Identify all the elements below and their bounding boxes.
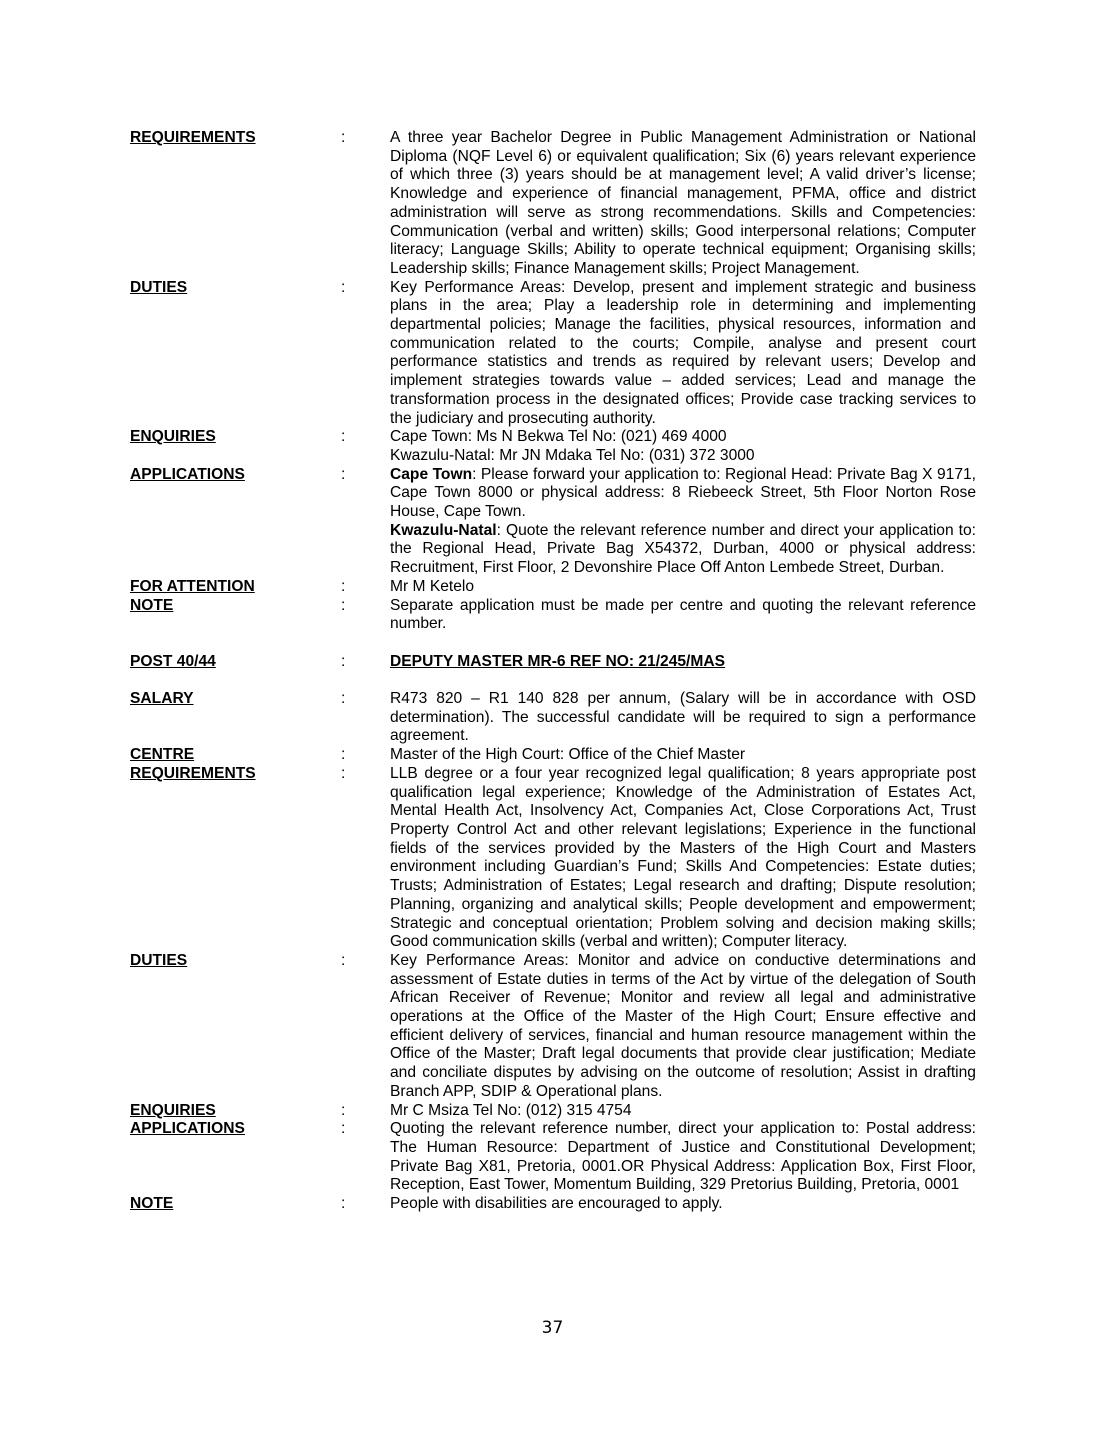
duties-label: DUTIES	[130, 951, 188, 969]
salary-label: SALARY	[130, 690, 194, 708]
separator: :	[341, 746, 346, 764]
separator: :	[341, 690, 346, 708]
requirements-text: A three year Bachelor Degree in Public Management Administration or National Diploma (NQF Level 6) or equivalent qualification; Six (6) years relevant experience of which three (3) years should be at management level; A valid driver’s license; Knowledge and experience of financial management, PFMA, office and district administration will serve as strong recommendations. Skills and Competencies: Communication (verbal and written) skills; Good interpersonal relations; Computer literacy; Language Skills; Ability to operate technical equipment; Organising skills; Leadership skills; Finance Management skills; Project Management.	[390, 129, 976, 277]
enquiries-row	[130, 428, 976, 465]
requirements-text: LLB degree or a four year recognized legal qualification; 8 years appropriate post qualification legal experience; Knowledge of the Administration of Estates Act, Mental Health Act, Insolvency Act, Companies Act, Close Corporations Act, Trust Property Control Act and other relevant legislations; Experience in the functional fields of the services provided by the Masters of the High Court and Masters environment including Guardian’s Fund; Skills And Competencies: Estate duties; Trusts; Administration of Estates; Legal research and drafting; Dispute resolution; Planning, organizing and analytical skills; People development and empowerment; Strategic and conceptual orientation; Problem solving and decision making skills; Good communication skills (verbal and written); Computer literacy.	[390, 764, 976, 951]
separator: :	[341, 129, 346, 146]
separator: :	[341, 577, 346, 595]
note-label: NOTE	[130, 1195, 174, 1213]
requirements-row	[130, 129, 976, 279]
enquiries-row	[130, 1102, 976, 1121]
enquiries-kwazulu-natal: Kwazulu-Natal: Mr JN Mdaka Tel No: (031) 372 3000	[390, 446, 755, 464]
salary-text: R473 820 – R1 140 828 per annum, (Salary will be in accordance with OSD determination). The successful candidate will be required to sign a performance agreement.	[390, 690, 976, 745]
post-title: DEPUTY MASTER MR-6 REF NO: 21/245/MAS	[390, 652, 726, 670]
centre-label: CENTRE	[130, 746, 195, 764]
applications-label: APPLICATIONS	[130, 465, 245, 483]
applications-row	[130, 1120, 976, 1195]
separator: :	[341, 764, 346, 782]
note-label: NOTE	[130, 596, 174, 614]
centre-row	[130, 746, 976, 765]
salary-row	[130, 690, 976, 746]
enquiries-cape-town: Cape Town: Ms N Bekwa Tel No: (021) 469 4000	[390, 428, 727, 446]
duties-row	[130, 279, 976, 429]
requirements-label: REQUIREMENTS	[130, 129, 256, 146]
requirements-label: REQUIREMENTS	[130, 764, 256, 782]
note-text: People with disabilities are encouraged to apply.	[390, 1195, 723, 1213]
separator: :	[341, 1195, 346, 1213]
enquiries-label: ENQUIRIES	[130, 428, 216, 446]
kwazulu-natal-heading: Kwazulu-Natal	[390, 521, 497, 539]
note-text: Separate application must be made per centre and quoting the relevant reference number.	[390, 596, 976, 633]
separator: :	[341, 951, 346, 969]
duties-text: Key Performance Areas: Monitor and advice on conductive determinations and assessment of Estate duties in terms of the Act by virtue of the delegation of South African Receiver of Revenue; Monitor and review all legal and administrative operations at the Office of the Master of the High Court; Ensure effective and efficient delivery of services, financial and human resource management within the Office of the Master; Draft legal documents that provide clear justification; Mediate and conciliate disputes by advising on the outcome of resolution; Assist in drafting Branch APP, SDIP & Operational plans.	[390, 951, 976, 1100]
enquiries-text: Mr C Msiza Tel No: (012) 315 4754	[390, 1101, 632, 1119]
note-row	[130, 1195, 976, 1214]
applications-label: APPLICATIONS	[130, 1120, 245, 1138]
separator: :	[341, 1120, 346, 1138]
applications-kwazulu-natal	[390, 522, 976, 578]
applications-cape-town	[390, 466, 976, 522]
enquiries-label: ENQUIRIES	[130, 1101, 216, 1119]
note-row	[130, 597, 976, 634]
kwazulu-natal-address: : Quote the relevant reference number and direct your application to: the Regional Head, Private Bag X54372, Durban, 4000 or physical address: Recruitment, First Floor, 2 Devonshire Place Off Anton Lembede Street, Durban.	[390, 521, 976, 577]
applications-text	[390, 466, 976, 578]
job-advert-document	[130, 129, 976, 1214]
for-attention-text: Mr M Ketelo	[390, 577, 475, 595]
enquiries-text	[390, 428, 976, 465]
separator: :	[341, 465, 346, 483]
centre-text: Master of the High Court: Office of the Chief Master	[390, 746, 746, 764]
separator: :	[341, 1101, 346, 1119]
cape-town-heading: Cape Town	[390, 465, 473, 483]
duties-row	[130, 952, 976, 1102]
page-number: 37	[541, 1318, 564, 1338]
separator: :	[341, 428, 346, 446]
applications-text: Quoting the relevant reference number, direct your application to: Postal address: The Human Resource: Department of Justice and Constitutional Development; Private Bag X81, Pretoria, 0001.OR Physical Address: Application Box, First Floor, Reception, East Tower, Momentum Building, 329 Pretorius Building, Pretoria, 0001	[390, 1120, 976, 1194]
requirements-row	[130, 765, 976, 952]
post-row	[130, 653, 976, 672]
post-label: POST 40/44	[130, 652, 216, 670]
separator: :	[341, 652, 346, 670]
for-attention-label: FOR ATTENTION	[130, 577, 255, 595]
cape-town-address: : Please forward your application to: Regional Head: Private Bag X 9171, Cape Town 8000 or physical address: 8 Riebeeck Street, 5th Floor Norton Rose House, Cape Town.	[390, 465, 977, 521]
applications-row	[130, 466, 976, 578]
for-attention-row	[130, 578, 976, 597]
separator: :	[341, 596, 346, 614]
duties-label: DUTIES	[130, 278, 188, 296]
separator: :	[341, 278, 346, 296]
duties-text: Key Performance Areas: Develop, present and implement strategic and business plans in the area; Play a leadership role in determining and implementing departmental policies; Manage the facilities, physical resources, information and communication related to the courts; Compile, analyse and present court performance statistics and trends as required by relevant users; Develop and implement strategies towards value – added services; Lead and manage the transformation process in the designated offices; Provide case tracking services to the judiciary and prosecuting authority.	[390, 278, 976, 427]
